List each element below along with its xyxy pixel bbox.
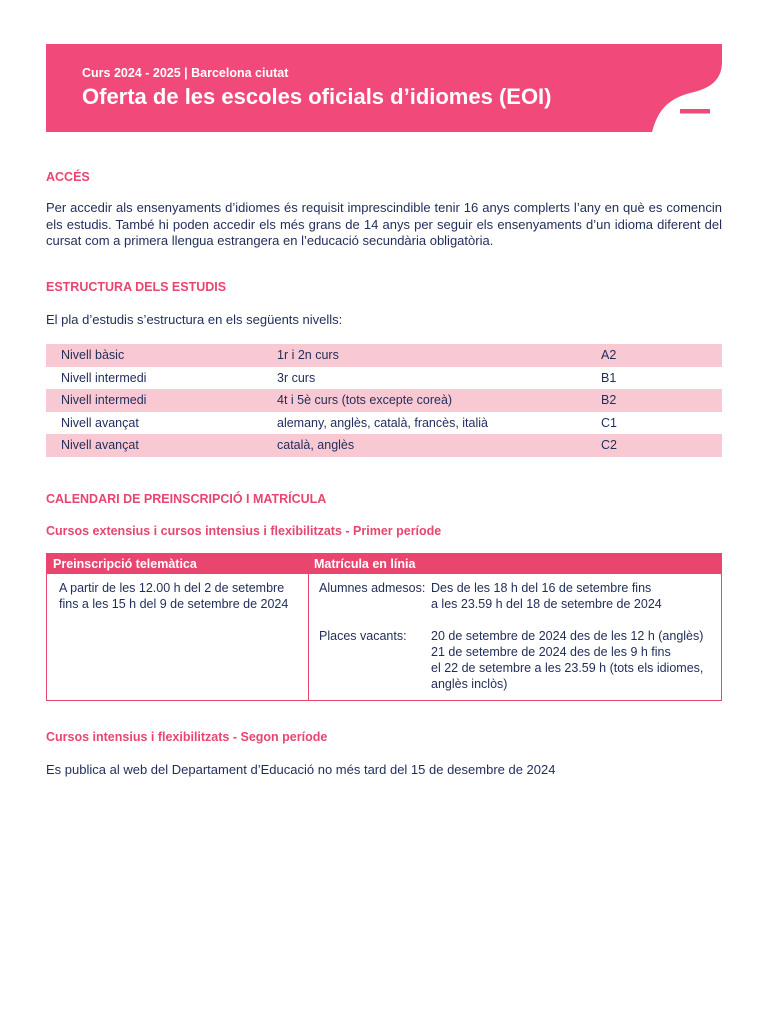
table-row [46,412,722,435]
level-courses: 3r curs [277,370,316,385]
level-grade: A2 [601,348,617,362]
level-name: Nivell avançat [61,415,139,430]
admesos-label: Alumnes admesos: [319,581,426,595]
acces-paragraph: Per accedir als ensenyaments d’idiomes és requisit imprescindible tenir 16 anys complerts l’any en què es comencin els estudis. També hi poden accedir els més grans de 14 anys per seguir els ensenyaments d’un idioma diferent del cursat com a primera llengua estrangera en l’educació secundària obligatòria. [46,200,722,248]
preinscripcio-line: A partir de les 12.00 h del 2 de setembre [59,581,285,595]
col-header-matricula: Matrícula en línia [314,557,416,571]
vacants-label: Places vacants: [319,629,407,643]
vacants-line: 21 de setembre de 2024 des de les 9 h fins [431,645,671,659]
preinscripcio-line: fins a les 15 h del 9 de setembre de 2024 [59,597,289,611]
section-heading-estructura: ESTRUCTURA DELS ESTUDIS [46,280,227,294]
period2-title: Cursos intensius i flexibilitzats - Segon període [46,730,328,744]
col-header-preinscripcio: Preinscripció telemàtica [53,557,197,571]
level-courses: alemany, anglès, català, francès, italià [277,415,488,430]
period2-text: Es publica al web del Departament d’Educació no més tard del 15 de desembre de 2024 [46,762,556,777]
level-courses: 4t i 5è curs (tots excepte coreà) [277,393,453,408]
levels-table [46,344,722,457]
admesos-line: a les 23.59 h del 18 de setembre de 2024 [431,597,662,611]
section-heading-acces: ACCÉS [46,170,90,184]
vacants-line: 20 de setembre de 2024 des de les 12 h (anglès) [431,629,704,643]
column-divider [308,574,309,700]
level-name: Nivell avançat [61,438,139,453]
level-grade: B1 [601,370,617,385]
calendar-table-header [47,554,721,574]
table-row [46,389,722,412]
header-banner [46,44,722,132]
page-title: Oferta de les escoles oficials d’idiomes (EOI) [82,84,552,109]
section-heading-calendari: CALENDARI DE PREINSCRIPCIÓ I MATRÍCULA [46,492,327,506]
level-name: Nivell bàsic [61,348,125,362]
table-row [46,434,722,457]
level-courses: 1r i 2n curs [277,348,339,362]
table-row [46,367,722,390]
table-row [46,344,722,367]
level-grade: C2 [601,438,617,453]
vacants-line: el 22 de setembre a les 23.59 h (tots els idiomes, [431,661,704,675]
level-name: Nivell intermedi [61,393,147,408]
vacants-line: anglès inclòs) [431,677,508,691]
level-name: Nivell intermedi [61,370,147,385]
level-courses: català, anglès [277,438,355,453]
level-grade: B2 [601,393,617,408]
period1-title: Cursos extensius i cursos intensius i flexibilitzats - Primer període [46,524,442,538]
admesos-line: Des de les 18 h del 16 de setembre fins [431,581,652,595]
header-subtitle: Curs 2024 - 2025 | Barcelona ciutat [82,66,289,80]
e-logo-icon [680,96,710,126]
calendar-table [46,553,722,701]
estructura-intro: El pla d’estudis s’estructura en els següents nivells: [46,312,343,327]
level-grade: C1 [601,415,617,430]
